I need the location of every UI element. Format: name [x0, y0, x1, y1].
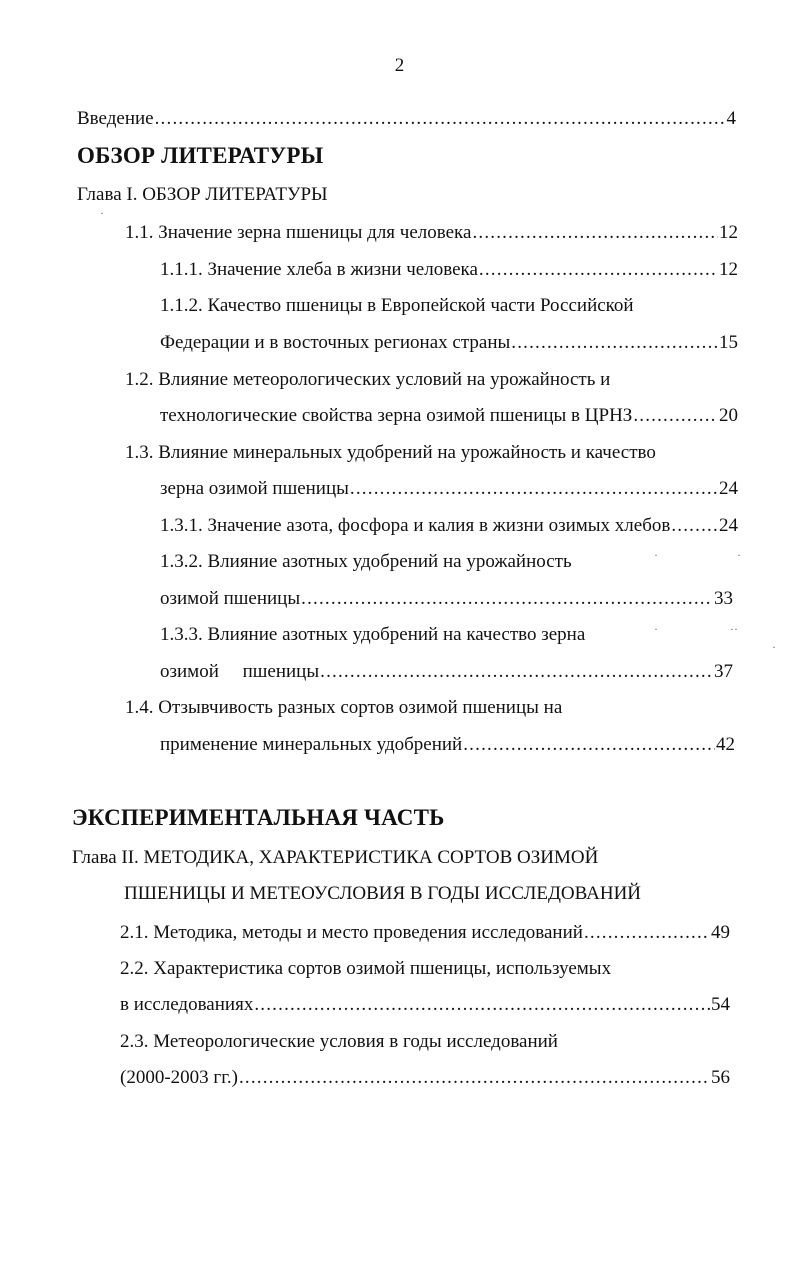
toc-entry-1-2: технологические свойства зерна озимой пшеницы в ЦРНЗ ..... 20: [160, 405, 738, 427]
scan-speck: ·: [772, 640, 776, 654]
toc-page: 4: [726, 108, 736, 129]
toc-entry-1-3: зерна озимой пшеницы ..... 24: [160, 478, 738, 500]
toc-entry-2-3: (2000-2003 гг.) ..... 56: [120, 1067, 730, 1089]
toc-entry-1-1-2: Федерации и в восточных регионах страны ..... 15: [160, 332, 738, 354]
chapter-2-title-line2: ПШЕНИЦЫ И МЕТЕОУСЛОВИЯ В ГОДЫ ИССЛЕДОВАНИЙ: [124, 883, 642, 904]
dot-leader: [479, 259, 718, 281]
dot-leader: [320, 661, 713, 683]
dot-leader: [671, 515, 718, 537]
toc-entry-1-1-1: 1.1.1. Значение хлеба в жизни человека ..... 12: [160, 259, 738, 281]
toc-entry-2-2-line1: 2.2. Характеристика сортов озимой пшеницы, используемых: [120, 958, 612, 979]
dot-leader: [472, 222, 718, 244]
section-heading-literature: ОБЗОР ЛИТЕРАТУРЫ: [77, 143, 324, 168]
dot-leader: [350, 478, 718, 500]
dot-leader: [254, 994, 710, 1016]
dot-leader: [633, 405, 718, 427]
scan-speck: ·: [100, 206, 104, 220]
toc-entry-1-4: применение минеральных удобрений ..... 42: [160, 734, 735, 756]
toc-entry-1-1-2-line1: 1.1.2. Качество пшеницы в Европейской части Российской: [160, 295, 634, 316]
toc-title: Введение: [77, 108, 154, 129]
toc-entry-1-1: 1.1. Значение зерна пшеницы для человека ..... 12: [125, 222, 738, 244]
toc-entry-intro: [77, 108, 736, 130]
toc-entry-1-3-3: озимой пшеницы ..... 37: [160, 661, 733, 683]
dot-leader: [511, 332, 718, 354]
toc-entry-2-3-line1: 2.3. Метеорологические условия в годы исследований: [120, 1031, 558, 1052]
toc-entry-1-3-2-line1: 1.3.2. Влияние азотных удобрений на урожайность: [160, 551, 572, 572]
toc-entry-1-4-line1: 1.4. Отзывчивость разных сортов озимой пшеницы на: [125, 697, 563, 718]
dot-leader: [584, 922, 710, 944]
dot-leader: [239, 1067, 710, 1089]
chapter-1-title: Глава I. ОБЗОР ЛИТЕРАТУРЫ: [77, 184, 328, 205]
section-heading-experimental: ЭКСПЕРИМЕНТАЛЬНАЯ ЧАСТЬ: [72, 805, 445, 830]
scan-speck: ·: [737, 548, 741, 562]
toc-entry-2-2: в исследованиях ..... 54: [120, 994, 730, 1016]
scan-speck: ·: [654, 622, 658, 636]
toc-entry-1-3-3-line1: 1.3.3. Влияние азотных удобрений на качество зерна: [160, 624, 586, 645]
toc-entry-2-1: 2.1. Методика, методы и место проведения исследований ..... 49: [120, 922, 730, 944]
scan-speck: ·: [654, 548, 658, 562]
toc-entry-1-3-1: 1.3.1. Значение азота, фосфора и калия в жизни озимых хлебов ..... 24: [160, 515, 738, 537]
dot-leader: [301, 588, 713, 610]
dot-leader: [155, 108, 726, 130]
page-number: 2: [394, 55, 405, 76]
scan-speck: ··: [730, 622, 738, 636]
toc-entry-1-3-2: озимой пшеницы ..... 33: [160, 588, 733, 610]
toc-entry-1-3-line1: 1.3. Влияние минеральных удобрений на урожайность и качество: [125, 442, 656, 463]
dot-leader: [463, 734, 715, 756]
chapter-2-title-line1: Глава II. МЕТОДИКА, ХАРАКТЕРИСТИКА СОРТОВ ОЗИМОЙ: [72, 847, 599, 868]
toc-entry-1-2-line1: 1.2. Влияние метеорологических условий на урожайность и: [125, 369, 611, 390]
